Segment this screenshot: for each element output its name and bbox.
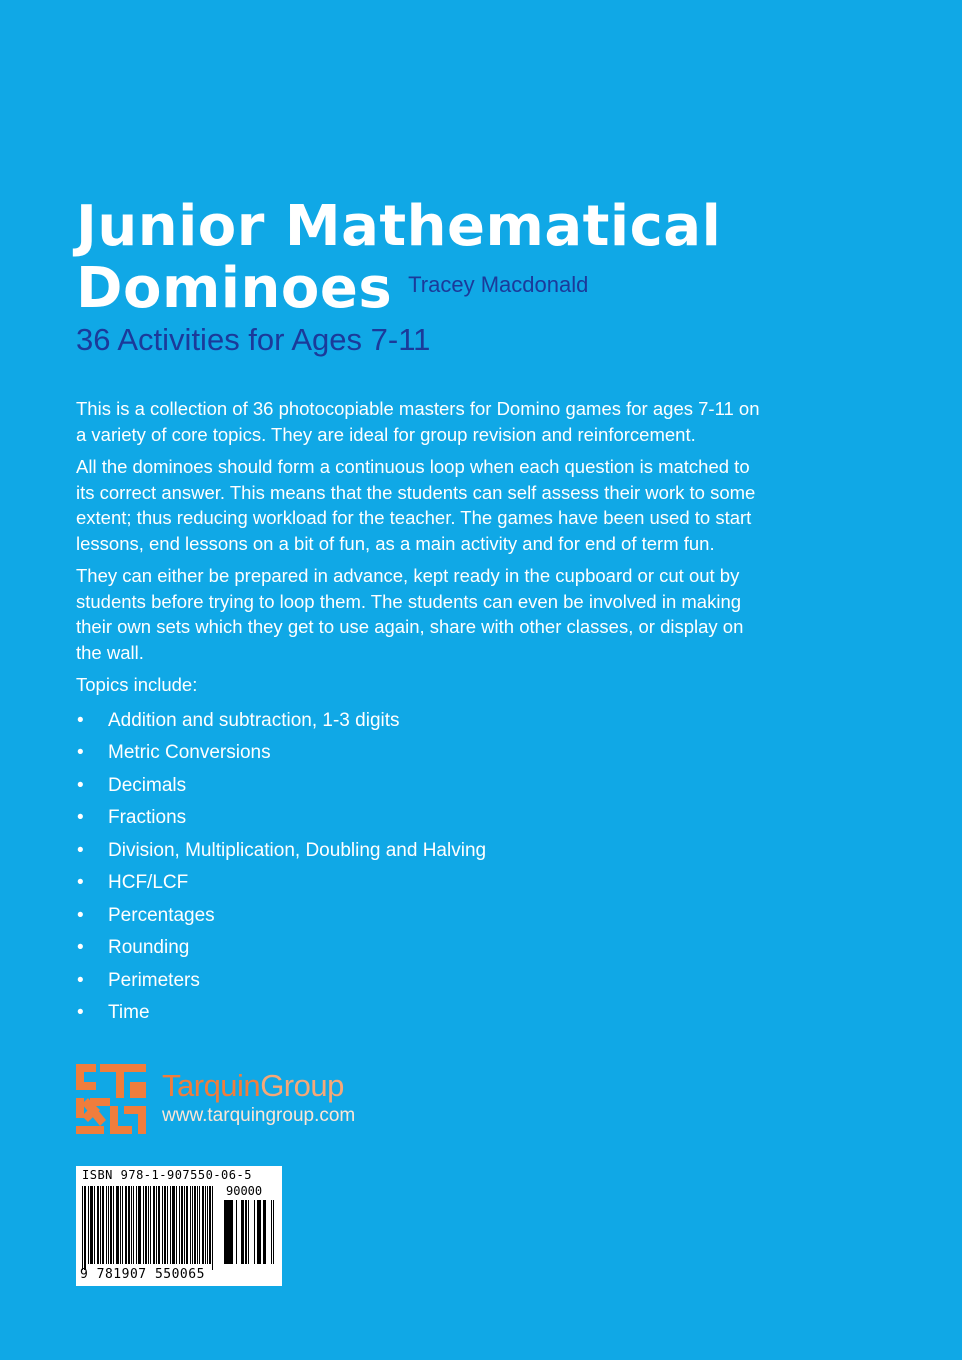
topics-list bbox=[76, 705, 766, 1030]
topic-item: • Decimals bbox=[76, 770, 766, 803]
topic-item: • Rounding bbox=[76, 932, 766, 965]
author-name: Tracey Macdonald bbox=[408, 272, 589, 297]
topic-item: • Time bbox=[76, 997, 766, 1030]
ean-digits: 9 781907 550065 bbox=[80, 1267, 205, 1282]
description bbox=[76, 396, 766, 1030]
topic-item: • Division, Multiplication, Doubling and Halving bbox=[76, 835, 766, 868]
publisher-name: TarquinGroup bbox=[162, 1068, 344, 1103]
bullet-icon: • bbox=[77, 742, 84, 763]
paragraph-3: They can either be prepared in advance, kept ready in the cupboard or cut out by students before trying to loop them. The students can even be involved in making their own sets which they get to use again, share with other classes, or display on the wall. bbox=[76, 565, 744, 663]
bullet-icon: • bbox=[77, 839, 84, 861]
subtitle: 36 Activities for Ages 7-11 bbox=[76, 322, 431, 357]
topic-item: • Fractions bbox=[76, 802, 766, 835]
book-title bbox=[76, 194, 722, 321]
bullet-icon: • bbox=[77, 904, 84, 926]
topics-intro: Topics include: bbox=[76, 674, 198, 695]
publisher-url: www.tarquingroup.com bbox=[162, 1105, 356, 1126]
publisher-text bbox=[162, 1068, 355, 1128]
paragraph-1: This is a collection of 36 photocopiable masters for Domino games for ages 7-11 on a variety of core topics. They are ideal for group revision and reinforcement. bbox=[76, 398, 760, 445]
topic-item: • Metric Conversions bbox=[76, 737, 766, 770]
title-line-1: Junior Mathematical bbox=[76, 194, 722, 259]
bullet-icon: • bbox=[77, 937, 84, 958]
bullet-icon: • bbox=[77, 709, 84, 731]
isbn-barcode bbox=[76, 1166, 282, 1286]
bullet-icon: • bbox=[77, 774, 84, 796]
bullet-icon: • bbox=[77, 807, 84, 828]
tarquin-logo-icon bbox=[76, 1064, 150, 1138]
isbn-label: ISBN 978-1-907550-06-5 bbox=[82, 1168, 252, 1182]
bullet-icon: • bbox=[77, 872, 84, 893]
title-line-2: Dominoes bbox=[76, 256, 393, 321]
publisher-logo bbox=[76, 1064, 386, 1138]
title-line-2-row bbox=[76, 256, 721, 321]
topic-item: • Percentages bbox=[76, 900, 766, 933]
bullet-icon: • bbox=[77, 1002, 84, 1023]
paragraph-2: All the dominoes should form a continuous loop when each question is matched to its correct answer. This means that the students can self assess their work to some extent; thus reducing workload for the teacher. The games have been used to start lessons, end lessons on a bit of fun, as a main activity and for end of term fun. bbox=[76, 456, 756, 554]
bullet-icon: • bbox=[77, 969, 84, 991]
topic-item: • HCF/LCF bbox=[76, 867, 766, 900]
barcode-addon: 90000 bbox=[226, 1184, 263, 1198]
topic-item: • Perimeters bbox=[76, 965, 766, 998]
topic-item: • Addition and subtraction, 1-3 digits bbox=[76, 705, 766, 738]
